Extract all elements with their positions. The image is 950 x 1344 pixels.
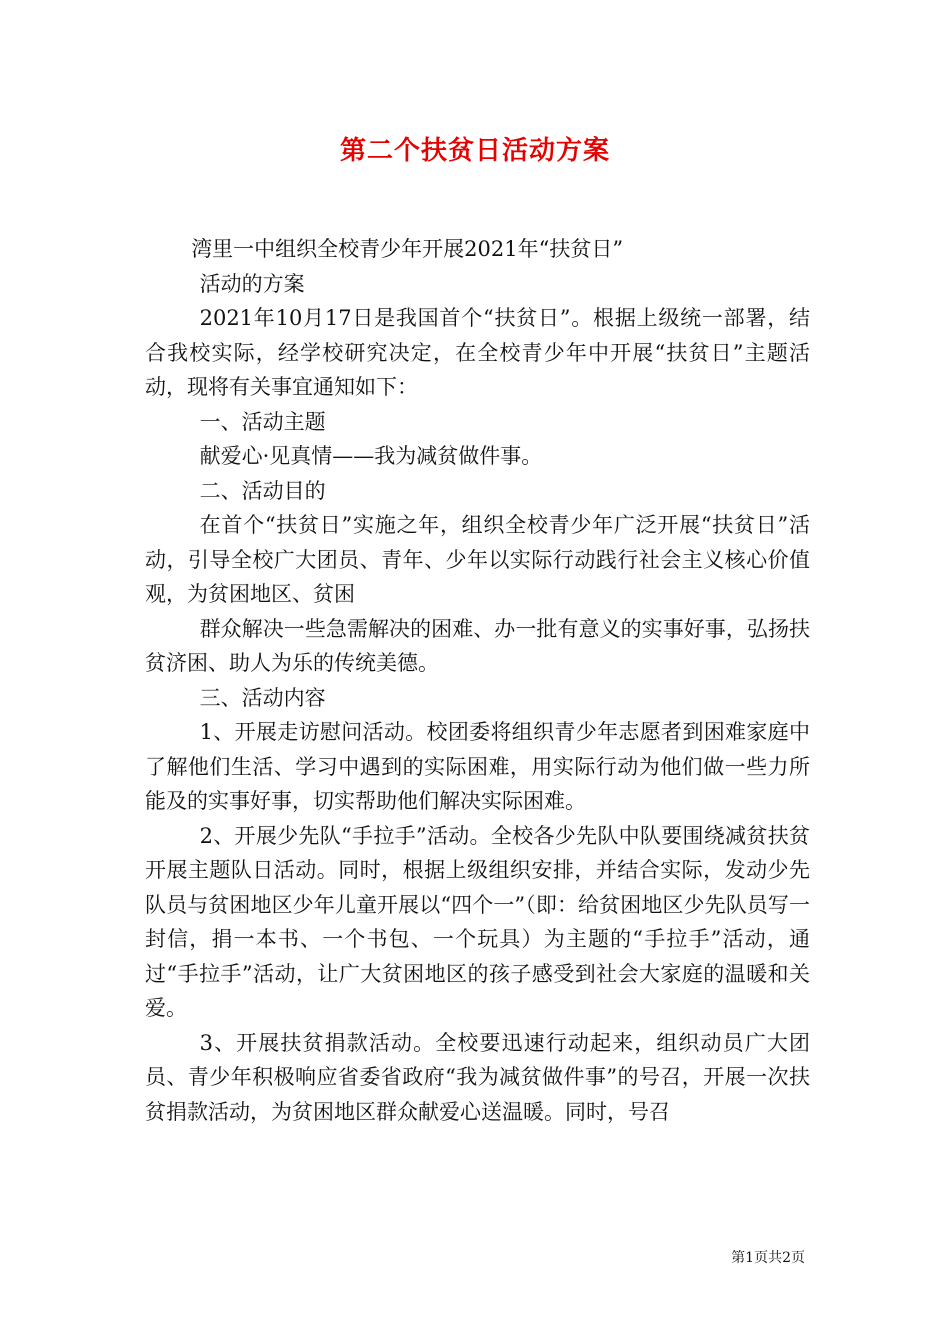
paragraph-content-2: 2、开展少先队“手拉手”活动。全校各少先队中队要围绕减贫扶贫开展主题队日活动。同时，根据上级组织安排，并结合实际，发动少先队员与贫困地区少年儿童开展以“四个一”（即：给贫困地区少先队员写一封信，捐一本书、一个书包、一个玩具）为主题的“手拉手”活动，通过“手拉手”活动，让广大贫困地区的孩子感受到社会大家庭的温暖和关爱。 <box>145 823 810 1020</box>
paragraph-purpose-1: 在首个“扶贫日”实施之年，组织全校青少年广泛开展“扶贫日”活动，引导全校广大团员、青年、少年以实际行动践行社会主义核心价值观，为贫困地区、贫困 <box>145 513 810 606</box>
section-heading-purpose: 二、活动目的 <box>199 478 326 503</box>
page-indicator: 第1页共2页 <box>731 1250 805 1266</box>
section-heading-content: 三、活动内容 <box>199 685 326 710</box>
document-body <box>145 232 810 1129</box>
document-title: 第二个扶贫日活动方案 <box>339 136 610 166</box>
paragraph-intro: 2021年10月17日是我国首个“扶贫日”。根据上级统一部署，结合我校实际，经学校研究决定，在全校青少年中开展“扶贫日”主题活动，现将有关事宜通知如下： <box>145 306 810 399</box>
paragraph-heading-line-1: 湾里一中组织全校青少年开展2021年“扶贫日” <box>191 237 624 261</box>
section-heading-theme: 一、活动主题 <box>199 409 326 434</box>
paragraph-content-1: 1、开展走访慰问活动。校团委将组织青少年志愿者到困难家庭中了解他们生活、学习中遇到的实际困难，用实际行动为他们做一些力所能及的实事好事，切实帮助他们解决实际困难。 <box>145 720 810 813</box>
paragraph-theme: 献爱心·见真情——我为减贫做件事。 <box>199 444 543 468</box>
paragraph-purpose-2: 群众解决一些急需解决的困难、办一批有意义的实事好事，弘扬扶贫济困、助人为乐的传统美德。 <box>145 616 810 675</box>
paragraph-content-3: 3、开展扶贫捐款活动。全校要迅速行动起来，组织动员广大团员、青少年积极响应省委省政府“我为减贫做件事”的号召，开展一次扶贫捐款活动，为贫困地区群众献爱心送温暖。同时，号召 <box>145 1030 810 1124</box>
paragraph-heading-line-2: 活动的方案 <box>199 271 305 296</box>
